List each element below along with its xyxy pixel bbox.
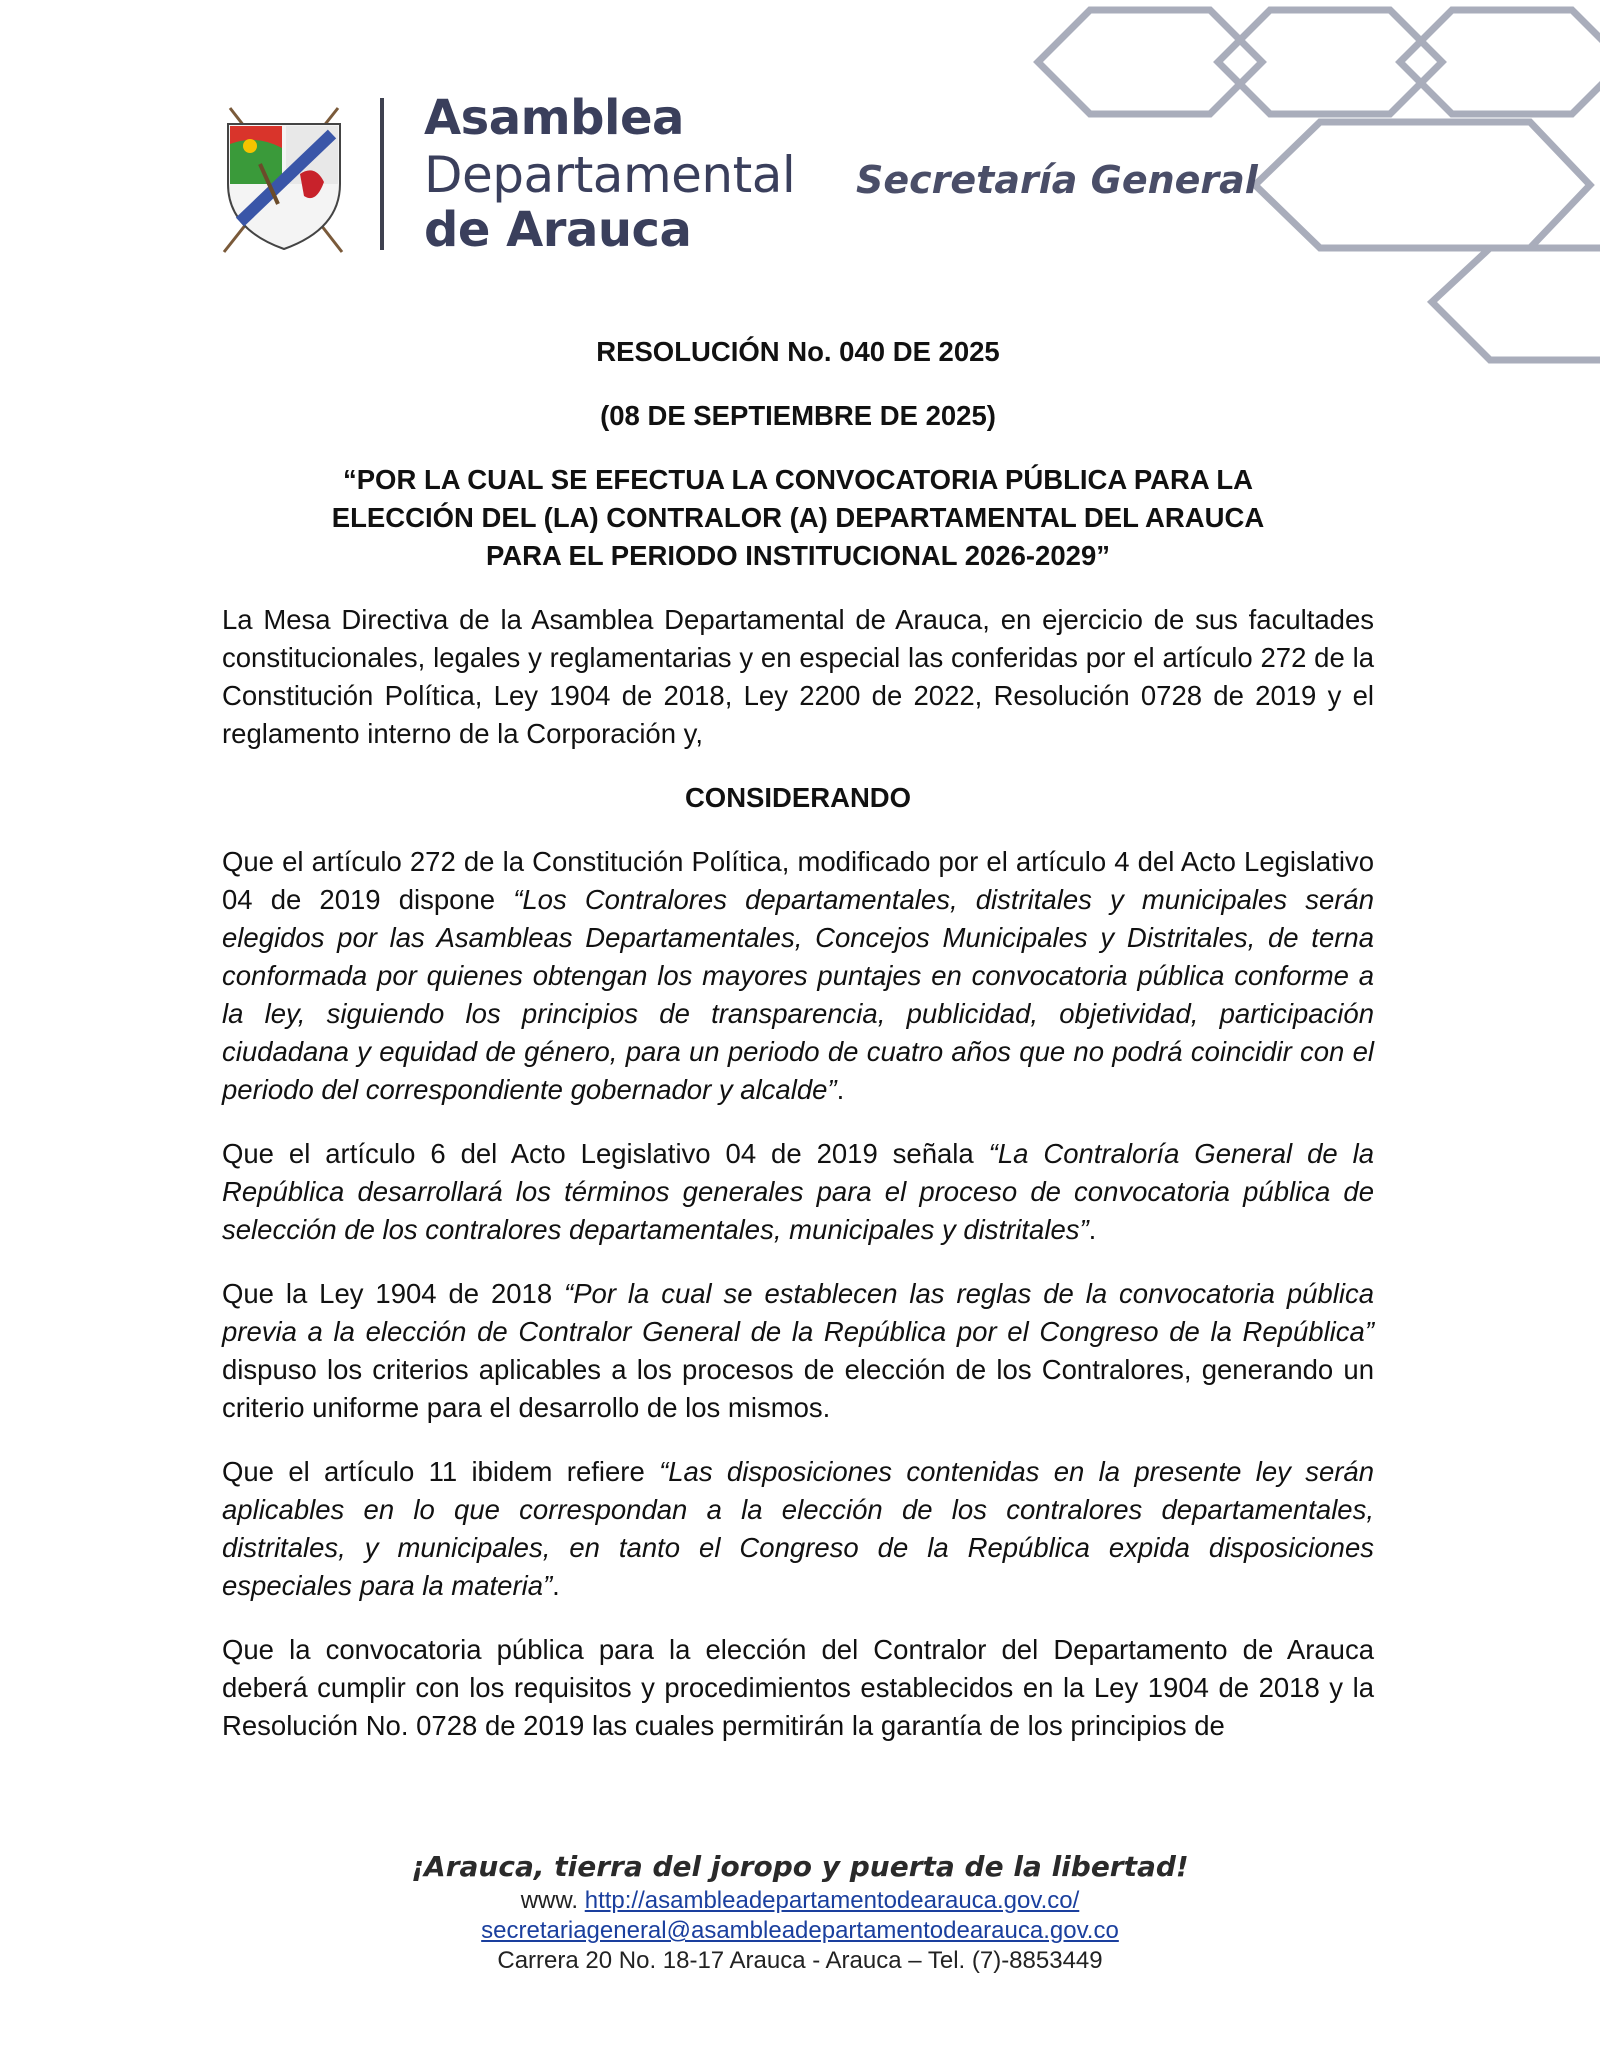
intro-paragraph: La Mesa Directiva de la Asamblea Departamental de Arauca, en ejercicio de sus facultades constitucionales, legales y reglamentarias y en especial las conferidas por el artículo 272 de la Constitución Política, Ley 1904 de 2018, Ley 2200 de 2022, Resolución 0728 de 2019 y el reglamento interno de la Corporación y, — [222, 604, 1374, 749]
paragraph-4-quote: “Las disposiciones contenidas en la presente ley serán aplicables en lo que correspondan a la elección de los contralores departamentales, distritales, y municipales, en tanto el Congreso de la República expida disposiciones especiales para la materia” — [222, 1456, 1374, 1601]
logo-line-2: Departamental — [424, 146, 796, 204]
resolution-number: RESOLUCIÓN No. 040 DE 2025 — [596, 336, 1000, 367]
paragraph-5: Que la convocatoria pública para la elección del Contralor del Departamento de Arauca deberá cumplir con los requisitos y procedimientos establecidos en la Ley 1904 de 2018 y la Resolución No. 0728 de 2019 las cuales permitirán la garantía de los principios de — [222, 1634, 1374, 1741]
subject-line-3: PARA EL PERIODO INSTITUCIONAL 2026-2029” — [485, 540, 1110, 571]
email-link[interactable]: secretariageneral@asambleadepartamentodearauca.gov.co — [481, 1917, 1119, 1944]
hexagon-shape — [1255, 122, 1590, 248]
resolution-date: (08 DE SEPTIEMBRE DE 2025) — [600, 400, 996, 431]
logo-line-3: de Arauca — [424, 202, 692, 258]
website-link[interactable]: http://asambleadepartamentodearauca.gov.co/ — [584, 1887, 1080, 1914]
paragraph-2 — [222, 1135, 1374, 1249]
paragraph-4-lead: Que el artículo 11 ibidem refiere — [222, 1456, 660, 1487]
subject-line-1: “POR LA CUAL SE EFECTUA LA CONVOCATORIA PÚBLICA PARA LA — [342, 464, 1254, 495]
considerando-heading: CONSIDERANDO — [684, 782, 912, 813]
paragraph-1 — [222, 843, 1374, 1109]
hexagon-shape — [1038, 10, 1262, 114]
paragraph-1-lead: Que el artículo 272 de la Constitución Política, modificado por el artículo 4 del Acto Legislativo 04 de 2019 dispone — [222, 846, 1374, 915]
logo-divider — [380, 98, 384, 250]
paragraph-3-tail: dispuso los criterios aplicables a los procesos de elección de los Contralores, generando un criterio uniforme para el desarrollo de los mismos. — [222, 1354, 1374, 1423]
paragraph-3 — [222, 1275, 1374, 1427]
paragraph-2-tail: . — [1088, 1214, 1097, 1245]
coat-of-arms-icon — [220, 104, 350, 254]
logo-wordmark — [424, 90, 796, 262]
paragraph-3-lead: Que la Ley 1904 de 2018 — [222, 1278, 565, 1309]
page-footer — [0, 1852, 1600, 1976]
paragraph-4 — [222, 1453, 1374, 1605]
institution-logo — [220, 90, 820, 258]
paragraph-2-quote: “La Contraloría General de la República desarrollará los términos generales para el proceso de convocatoria pública de selección de los contralores departamentales, municipales y distritales” — [222, 1138, 1374, 1245]
www-prefix: www. — [520, 1887, 585, 1914]
paragraph-4-tail: . — [552, 1570, 560, 1601]
footer-address: Carrera 20 No. 18-17 Arauca - Arauca – Tel. (7)-8853449 — [497, 1947, 1103, 1974]
paragraph-3-quote: “Por la cual se establecen las reglas de la convocatoria pública previa a la elección de Contralor General de la República por el Congreso de la República” — [222, 1278, 1374, 1347]
paragraph-2-lead: Que el artículo 6 del Acto Legislativo 04 de 2019 señala — [222, 1138, 989, 1169]
footer-motto: ¡Arauca, tierra del joropo y puerta de la libertad! — [411, 1850, 1189, 1883]
paragraph-1-tail: . — [836, 1074, 845, 1105]
paragraph-1-quote: “Los Contralores departamentales, distritales y municipales serán elegidos por las Asambleas Departamentales, Concejos Municipales y Distritales, de terna conformada por quienes obtengan los mayores puntajes en convocatoria pública conforme a la ley, siguiendo los principios de transparencia, publicidad, objetividad, participación ciudadana y equidad de género, para un periodo de cuatro años que no podrá coincidir con el periodo del correspondiente gobernador y alcalde” — [222, 884, 1374, 1105]
hexagon-shape — [1432, 248, 1600, 360]
logo-line-1: Asamblea — [424, 90, 684, 146]
subject-line-2: ELECCIÓN DEL (LA) CONTRALOR (A) DEPARTAMENTAL DEL ARAUCA — [331, 502, 1265, 533]
hexagon-shape — [1218, 10, 1442, 114]
footer-website-line — [0, 1886, 1600, 1916]
hexagon-shape — [1400, 10, 1600, 114]
department-name: Secretaría General — [856, 158, 1258, 202]
document-body — [222, 333, 1374, 1771]
resolution-subject — [222, 461, 1374, 575]
